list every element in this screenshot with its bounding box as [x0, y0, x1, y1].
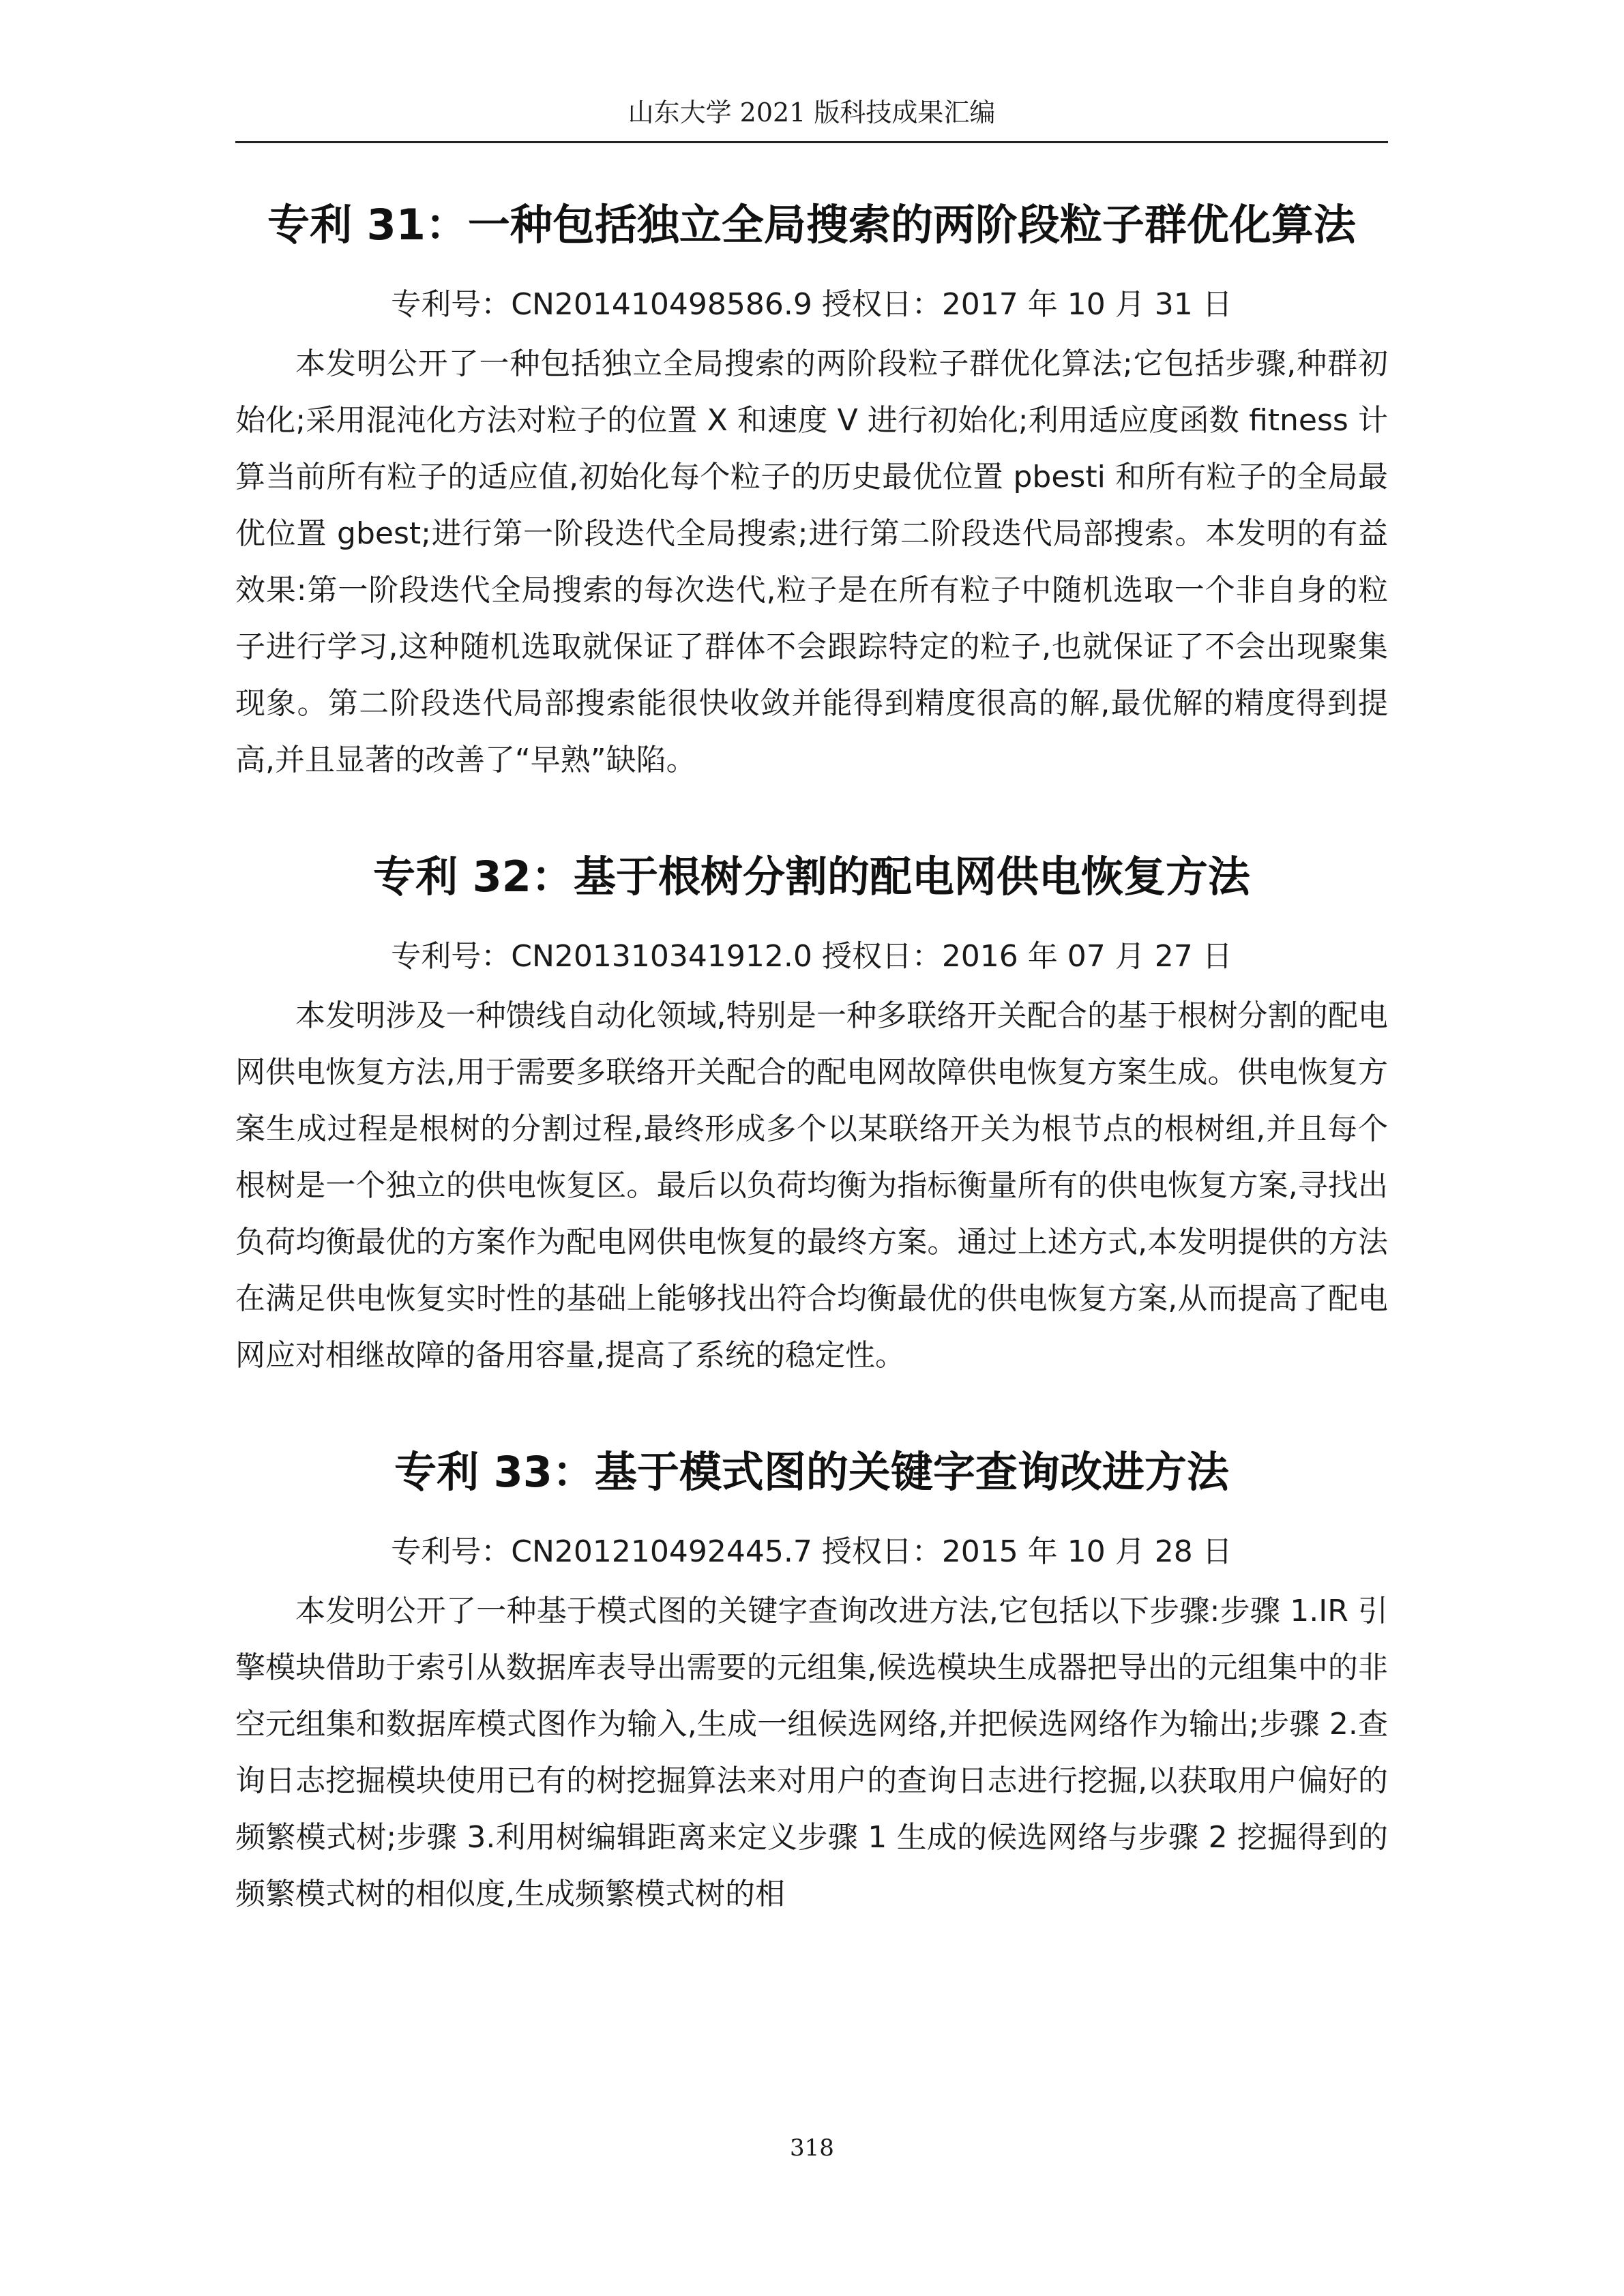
patent-abstract: 本发明公开了一种基于模式图的关键字查询改进方法,它包括以下步骤:步骤 1.IR 引擎模块借助于索引从数据库表导出需要的元组集,候选模块生成器把导出的元组集中的非空元组集和数据库模式图作为输入,生成一组候选网络,并把候选网络作为输出;步骤 2.查询日志挖掘模块使用已有的树挖掘算法来对用户的查询日志进行挖掘,以获取用户偏好的频繁模式树;步骤 3.利用树编辑距离来定义步骤 1 生成的候选网络与步骤 2 挖掘得到的频繁模式树的相似度,生成频繁模式树的相: [235, 1594, 1388, 1911]
patent-meta: 专利号：CN201210492445.7 授权日：2015 年 10 月 28 日: [391, 1534, 1232, 1569]
page-content: [235, 198, 1388, 1984]
patent-entry-32: [235, 850, 1388, 1384]
patent-title: 专利 33：基于模式图的关键字查询改进方法: [394, 1447, 1229, 1497]
page-number: 318: [790, 2134, 834, 2162]
patent-abstract: 本发明涉及一种馈线自动化领域,特别是一种多联络开关配合的基于根树分割的配电网供电恢复方法,用于需要多联络开关配合的配电网故障供电恢复方案生成。供电恢复方案生成过程是根树的分割过程,最终形成多个以某联络开关为根节点的根树组,并且每个根树是一个独立的供电恢复区。最后以负荷均衡为指标衡量所有的供电恢复方案,寻找出负荷均衡最优的方案作为配电网供电恢复的最终方案。通过上述方式,本发明提供的方法在满足供电恢复实时性的基础上能够找出符合均衡最优的供电恢复方案,从而提高了配电网应对相继故障的备用容量,提高了系统的稳定性。: [235, 998, 1388, 1373]
patent-title: 专利 32：基于根树分割的配电网供电恢复方法: [373, 852, 1250, 901]
patent-meta: 专利号：CN201310341912.0 授权日：2016 年 07 月 27 日: [391, 939, 1232, 974]
running-header: 山东大学 2021 版科技成果汇编: [235, 92, 1388, 143]
patent-meta: 专利号：CN201410498586.9 授权日：2017 年 10 月 31 日: [391, 287, 1232, 322]
patent-entry-31: [235, 198, 1388, 788]
patent-title: 专利 31：一种包括独立全局搜索的两阶段粒子群优化算法: [267, 200, 1356, 250]
patent-entry-33: [235, 1445, 1388, 1922]
patent-abstract: 本发明公开了一种包括独立全局搜索的两阶段粒子群优化算法;它包括步骤,种群初始化;采用混沌化方法对粒子的位置 X 和速度 V 进行初始化;利用适应度函数 fitness 计算当前所有粒子的适应值,初始化每个粒子的历史最优位置 pbesti 和所有粒子的全局最优位置 gbest;进行第一阶段迭代全局搜索;进行第二阶段迭代局部搜索。本发明的有益效果:第一阶段迭代全局搜索的每次迭代,粒子是在所有粒子中随机选取一个非自身的粒子进行学习,这种随机选取就保证了群体不会跟踪特定的粒子,也就保证了不会出现聚集现象。第二阶段迭代局部搜索能很快收敛并能得到精度很高的解,最优解的精度得到提高,并且显著的改善了“早熟”缺陷。: [235, 346, 1388, 777]
